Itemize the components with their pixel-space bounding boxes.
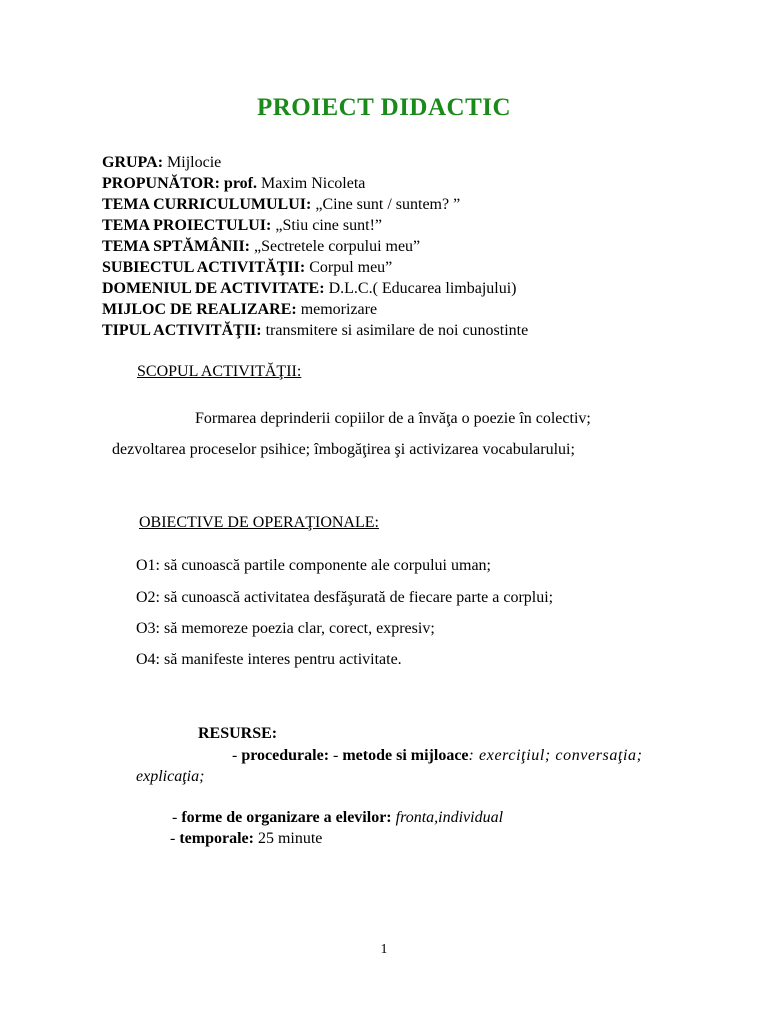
info-label: MIJLOC DE REALIZARE:	[102, 301, 297, 318]
time-label: temporale:	[179, 830, 254, 847]
info-label: TEMA SPTĂMÂNII:	[102, 238, 251, 255]
forms-value: fronta,individual	[391, 809, 504, 826]
info-row-curriculum	[102, 195, 460, 215]
info-label: TIPUL ACTIVITĂŢII:	[102, 322, 262, 339]
forms-label: forme de organizare a elevilor:	[181, 809, 392, 826]
procedural-label: procedurale:	[241, 747, 330, 764]
scope-text-line2: dezvoltarea proceselor psihice; îmbogăţirea şi activizarea vocabularului;	[112, 441, 575, 458]
scope-heading: SCOPUL ACTIVITĂŢII:	[137, 363, 302, 380]
info-label: PROPUNĂTOR: prof.	[102, 175, 257, 192]
info-row-group	[102, 153, 221, 173]
info-row-proposer	[102, 174, 365, 194]
resources-time	[170, 830, 322, 848]
info-row-type	[102, 321, 528, 341]
objectives-heading: OBIECTIVE DE OPERAŢIONALE:	[139, 514, 379, 531]
procedural-dash: -	[329, 747, 343, 764]
info-value: Maxim Nicoleta	[256, 175, 366, 192]
info-value: D.L.C.( Educarea limbajului)	[324, 280, 517, 297]
info-row-domain	[102, 279, 517, 299]
objective-item: O1: să cunoască partile componente ale corpului uman;	[136, 557, 491, 574]
resources-heading: RESURSE:	[198, 725, 278, 742]
resources-procedural	[232, 747, 643, 765]
info-label: TEMA PROIECTULUI:	[102, 217, 272, 234]
info-value: Corpul meu”	[305, 259, 393, 276]
bullet-dash: -	[172, 809, 182, 826]
info-value: „Stiu cine sunt!”	[271, 217, 382, 234]
info-value: „Sectretele corpului meu”	[250, 238, 421, 255]
info-row-subject	[102, 258, 392, 278]
bullet-dash: -	[170, 830, 180, 847]
methods-label: metode si mijloace	[342, 747, 469, 764]
info-value: transmitere si asimilare de noi cunostinte	[261, 322, 529, 339]
info-row-means	[102, 300, 377, 320]
info-label: GRUPA:	[102, 154, 164, 171]
info-label: SUBIECTUL ACTIVITĂŢII:	[102, 259, 306, 276]
page-title: PROIECT DIDACTIC	[256, 94, 512, 121]
objective-item: O3: să memoreze poezia clar, corect, expresiv;	[136, 620, 435, 637]
time-value: 25 minute	[253, 830, 323, 847]
objective-item: O2: să cunoască activitatea desfăşurată de fiecare parte a corplui;	[136, 589, 554, 606]
page-number: 1	[380, 942, 388, 957]
info-value: memorizare	[296, 301, 378, 318]
scope-text-line1: Formarea deprinderii copiilor de a învăţa o poezie în colectiv;	[195, 410, 591, 427]
info-value: Mijlocie	[163, 154, 222, 171]
resources-forms	[172, 809, 503, 827]
info-row-project	[102, 216, 382, 236]
info-label: TEMA CURRICULUMULUI:	[102, 196, 312, 213]
objective-item: O4: să manifeste interes pentru activitate.	[136, 651, 402, 668]
bullet-dash: -	[232, 747, 242, 764]
info-label: DOMENIUL DE ACTIVITATE:	[102, 280, 325, 297]
procedural-value: : exerciţiul; conversaţia;	[468, 747, 643, 764]
info-row-week	[102, 237, 420, 257]
info-value: „Cine sunt / suntem? ”	[311, 196, 461, 213]
procedural-continuation: explicaţia;	[136, 768, 205, 785]
